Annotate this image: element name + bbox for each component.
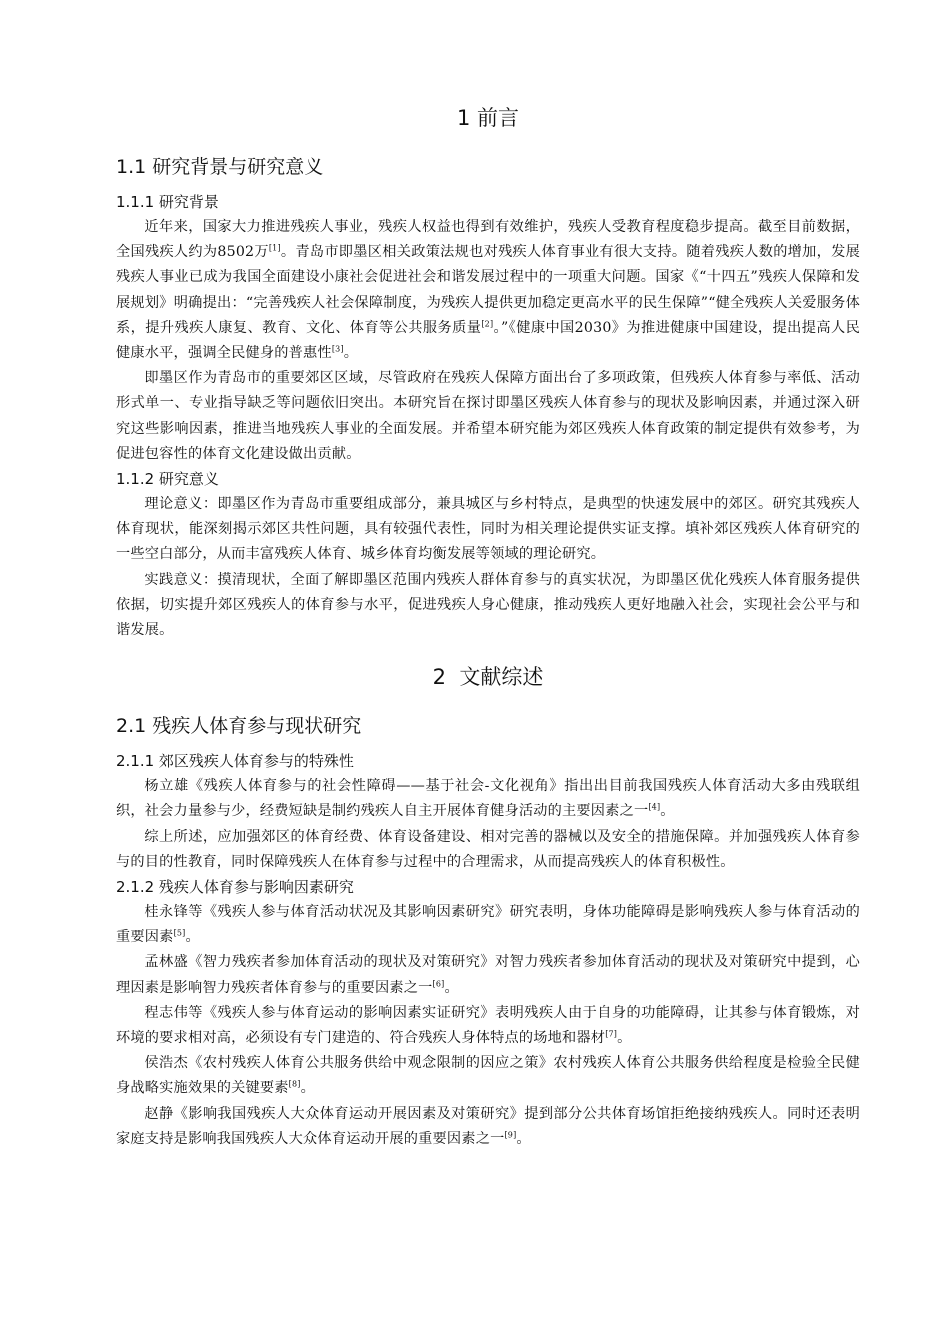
citation-1[interactable]: [1] xyxy=(268,243,281,253)
paragraph-factor-3: 程志伟等《残疾人参与体育运动的影响因素实证研究》表明残疾人由于自身的功能障碍，让其参与体育锻炼，对环境的要求相对高，必须设有专门建造的、符合残疾人身体特点的场地和器材[7]。 xyxy=(116,1004,860,1047)
paragraph-background-1: 近年来，国家大力推进残疾人事业，残疾人权益也得到有效维护，残疾人受教育程度稳步提高。截至目前数据，全国残疾人约为8502万[1]。青岛市即墨区相关政策法规也对残疾人体育事业有很大支持。随着残疾人数的增加，发展残疾人事业已成为我国全面建设小康社会促进社会和谐发展过程中的一项重大问题。国家《“十四五”残疾人保障和发展规划》明确提出：“完善残疾人社会保障制度，为残疾人提供更加稳定更高水平的民生保障”“健全残疾人关爱服务体系，提升残疾人康复、教育、文化、体育等公共服务质量[2]。”《健康中国2030》为推进健康中国建设，提出提高人民健康水平，强调全民健身的普惠性[3]。 xyxy=(116,219,860,362)
citation-6[interactable]: [6] xyxy=(432,978,445,988)
section-2-1-1-title: 2.1.1 郊区残疾人体育参与的特殊性 xyxy=(116,752,354,771)
citation-2[interactable]: [2] xyxy=(481,319,494,329)
citation-5[interactable]: [5] xyxy=(173,928,186,938)
paragraph-theory-significance: 理论意义：即墨区作为青岛市重要组成部分，兼具城区与乡村特点，是典型的快速发展中的郊区。研究其残疾人体育现状，能深刻揭示郊区共性问题，具有较强代表性，同时为相关理论提供实证支撑。填补郊区残疾人体育研究的一些空白部分，从而丰富残疾人体育、城乡体育均衡发展等领域的理论研究。 xyxy=(116,496,860,563)
paragraph-suburban-1: 杨立雄《残疾人体育参与的社会性障碍——基于社会-文化视角》指出出目前我国残疾人体育活动大多由残联组织，社会力量参与少，经费短缺是制约残疾人自主开展体育健身活动的主要因素之一[4]。 xyxy=(116,778,860,820)
paragraph-factor-4: 侯浩杰《农村残疾人体育公共服务供给中观念限制的因应之策》农村残疾人体育公共服务供给程度是检验全民健身战略实施效果的关键要素[8]。 xyxy=(116,1055,860,1097)
section-1-1-1-title: 1.1.1 研究背景 xyxy=(116,193,219,211)
citation-9[interactable]: [9] xyxy=(504,1130,517,1140)
chapter-2-title: 2 文献综述 xyxy=(432,665,544,690)
paragraph-factor-1: 桂永锋等《残疾人参与体育活动状况及其影响因素研究》研究表明，身体功能障碍是影响残疾人参与体育活动的重要因素[5]。 xyxy=(116,904,860,946)
citation-7[interactable]: [7] xyxy=(605,1029,618,1039)
paragraph-background-2: 即墨区作为青岛市的重要郊区区域，尽管政府在残疾人保障方面出台了多项政策，但残疾人体育参与率低、活动形式单一、专业指导缺乏等问题依旧突出。本研究旨在探讨即墨区残疾人体育参与的现状及影响因素，并通过深入研究这些影响因素，推进当地残疾人事业的全面发展。并希望本研究能为郊区残疾人体育政策的制定提供有效参考，为促进包容性的体育文化建设做出贡献。 xyxy=(116,370,860,462)
paragraph-factor-2: 孟林盛《智力残疾者参加体育活动的现状及对策研究》对智力残疾者参加体育活动的现状及对策研究中提到，心理因素是影响智力残疾者体育参与的重要因素之一[6]。 xyxy=(116,954,860,996)
section-2-1-title: 2.1 残疾人体育参与现状研究 xyxy=(116,715,362,738)
citation-8[interactable]: [8] xyxy=(288,1079,301,1089)
paragraph-suburban-2: 综上所述，应加强郊区的体育经费、体育设备建设、相对完善的器械以及安全的措施保障。并加强残疾人体育参与的目的性教育，同时保障残疾人在体育参与过程中的合理需求，从而提高残疾人的体育积极性。 xyxy=(116,828,860,870)
citation-3[interactable]: [3] xyxy=(331,344,344,354)
section-2-1-2-title: 2.1.2 残疾人体育参与影响因素研究 xyxy=(116,878,354,897)
chapter-1-title: 1 前言 xyxy=(456,106,520,130)
paragraph-practice-significance: 实践意义：摸清现状，全面了解即墨区范围内残疾人群体育参与的真实状况，为即墨区优化残疾人体育服务提供依据，切实提升郊区残疾人的体育参与水平，促进残疾人身心健康，推动残疾人更好地融入社会，实现社会公平与和谐发展。 xyxy=(116,571,860,639)
section-1-1-title: 1.1 研究背景与研究意义 xyxy=(116,156,324,178)
paragraph-factor-5: 赵静《影响我国残疾人大众体育运动开展因素及对策研究》提到部分公共体育场馆拒绝接纳残疾人。同时还表明家庭支持是影响我国残疾人大众体育运动开展的重要因素之一[9]。 xyxy=(116,1105,860,1147)
citation-4[interactable]: [4] xyxy=(648,802,661,812)
document-page xyxy=(116,98,860,1152)
section-1-1-2-title: 1.1.2 研究意义 xyxy=(116,470,219,489)
